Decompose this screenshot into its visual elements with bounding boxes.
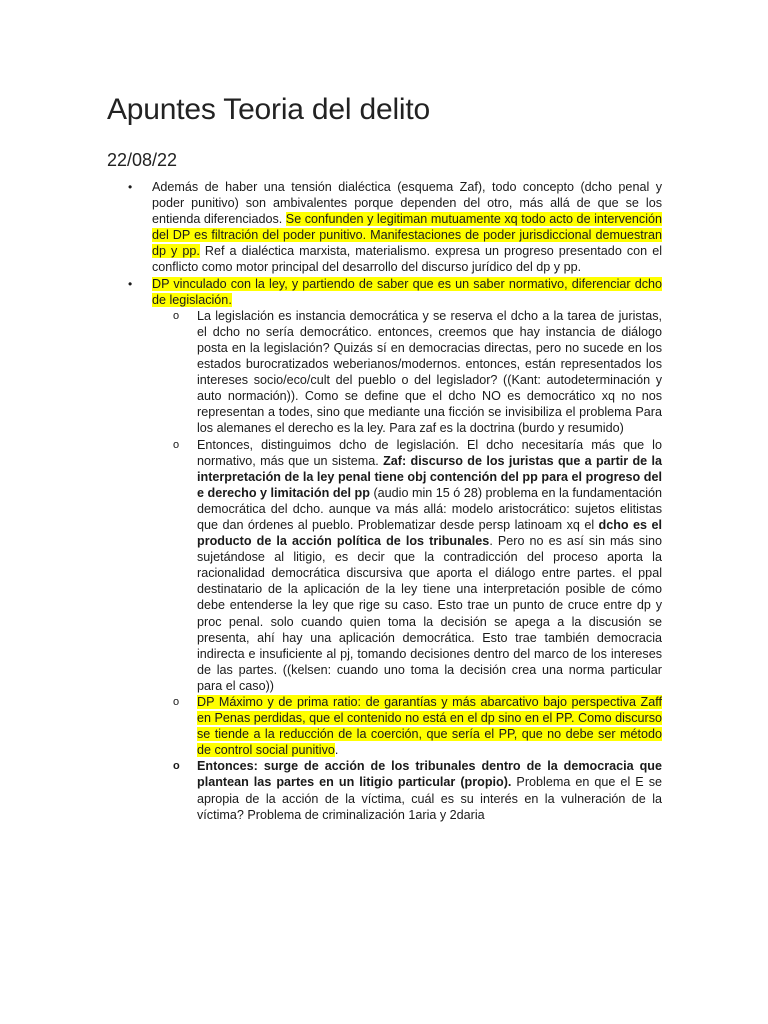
bold-text: dcho es el producto de la acción política de los tribunales bbox=[197, 517, 662, 549]
document-body bbox=[107, 179, 662, 823]
bullet-item bbox=[107, 276, 662, 823]
bullet-paragraph bbox=[152, 179, 662, 276]
document-date: 22/08/22 bbox=[107, 150, 178, 170]
sub-paragraph bbox=[197, 308, 662, 437]
text-run: La legislación es instancia democrática y se reserva el dcho a la tarea de juristas, el dcho no sería democrático. entonces, creemos que hay instancia de diálogo posta en la legislación? Quizás sí en democracias directas, pero no sucede en los estados burocratizados weberianos/modernos. entonces, están representados los intereses socio/eco/cult del pueblo o del legislador? ((Kant: autodeterminación y auto normación)). Como se define que el dcho NO es democrático xq no nos representan a todes, sino que mediante una ficción se invisibiliza el problema Para los alemanes el derecho es la ley. Para zaf es la doctrina (burdo y resumido) bbox=[197, 308, 662, 436]
text-run: Además de haber una tensión dialéctica (esquema Zaf), todo concepto (dcho penal y poder punitivo) son ambivalentes porque dependen del otro, más allá de que se los entienda diferenciados. bbox=[152, 180, 662, 227]
sub-item bbox=[152, 308, 662, 437]
bold-text: Zaf: discurso de los juristas que a partir de la interpretación de la ley penal tiene obj contención del pp para el progreso del e derecho y limitación del pp bbox=[197, 453, 662, 500]
bullet-list bbox=[107, 179, 662, 823]
highlighted-text: DP Máximo y de prima ratio: de garantías y más abarcativo bajo perspectiva Zaff en Penas perdidas, que el contenido no está en el dp sino en el PP. Como discurso se tiende a la reducción de la coerción, que sería el PP, que no debe ser método de control social punitivo bbox=[197, 695, 662, 758]
highlighted-text: DP vinculado con la ley, y partiendo de saber que es un saber normativo, diferenciar dcho de legislación. bbox=[152, 276, 662, 307]
text-run: Entonces, distinguimos dcho de legislación. El dcho necesitaría más que lo normativo, más que un sistema. bbox=[197, 437, 662, 468]
sub-bullet-marker: o bbox=[173, 309, 180, 322]
bullet-paragraph bbox=[152, 276, 662, 308]
bold-text: Entonces: surge de acción de los tribunales dentro de la democracia que plantean las partes en un litigio particular (propio). bbox=[197, 759, 662, 790]
sub-paragraph bbox=[197, 437, 662, 695]
bullet-item bbox=[107, 179, 662, 276]
sub-paragraph bbox=[197, 694, 662, 758]
sub-bullet-marker: o bbox=[173, 760, 180, 773]
sub-item bbox=[152, 758, 662, 822]
text-run: (audio min 15 ó 28) problema en la fundamentación democrática del dcho. aunque va más allá: modelo aristocrático: sujetos elitistas que dan órdenes al pueblo. Problematizar desde persp latinoam xq el bbox=[197, 485, 662, 532]
sub-list bbox=[152, 308, 662, 823]
sub-paragraph bbox=[197, 758, 662, 822]
sub-item bbox=[152, 694, 662, 758]
sub-item bbox=[152, 437, 662, 695]
bullet-marker: • bbox=[128, 276, 133, 291]
text-run: Problema en que el E se apropia de la acción de la víctima, cuál es su interés en la vulneración de la víctima? Problema de criminalización 1aria y 2daria bbox=[197, 775, 662, 822]
text-run: Ref a dialéctica marxista, materialismo. expresa un progreso presentado con el conflicto como motor principal del desarrollo del discurso jurídico del dp y pp. bbox=[152, 244, 662, 275]
text-run: . Pero no es así sin más sino sujetándose al litigio, es decir que la contradicción del proceso aporta la racionalidad democrática discursiva que aporta el diálogo entre partes. el ppal destinatario de la aplicación de la ley tiene una interpretación posible de cómo debe entenderse la ley que rige su caso. Esto trae un punto de cruce entre dp y proc penal. solo cuando quien toma la decisión se apega a la discusión se presenta, ahí hay una aplicación democrática. Esto trae también democracia indirecta e insuficiente al pj, tomando decisiones dentro del marco de los intereses de las partes. ((kelsen: cuando uno toma la decisión crea una norma particular para el caso)) bbox=[197, 534, 663, 693]
sub-bullet-marker: o bbox=[173, 696, 180, 708]
document-title: Apuntes Teoria del delito bbox=[107, 93, 431, 126]
highlighted-text: Se confunden y legitiman mutuamente xq todo acto de intervención del DP es filtración del poder punitivo. Manifestaciones de poder jurisdiccional demuestran dp y pp. bbox=[152, 212, 663, 259]
text-run: . bbox=[334, 743, 339, 758]
sub-bullet-marker: o bbox=[173, 438, 180, 451]
bullet-marker: • bbox=[128, 180, 133, 194]
